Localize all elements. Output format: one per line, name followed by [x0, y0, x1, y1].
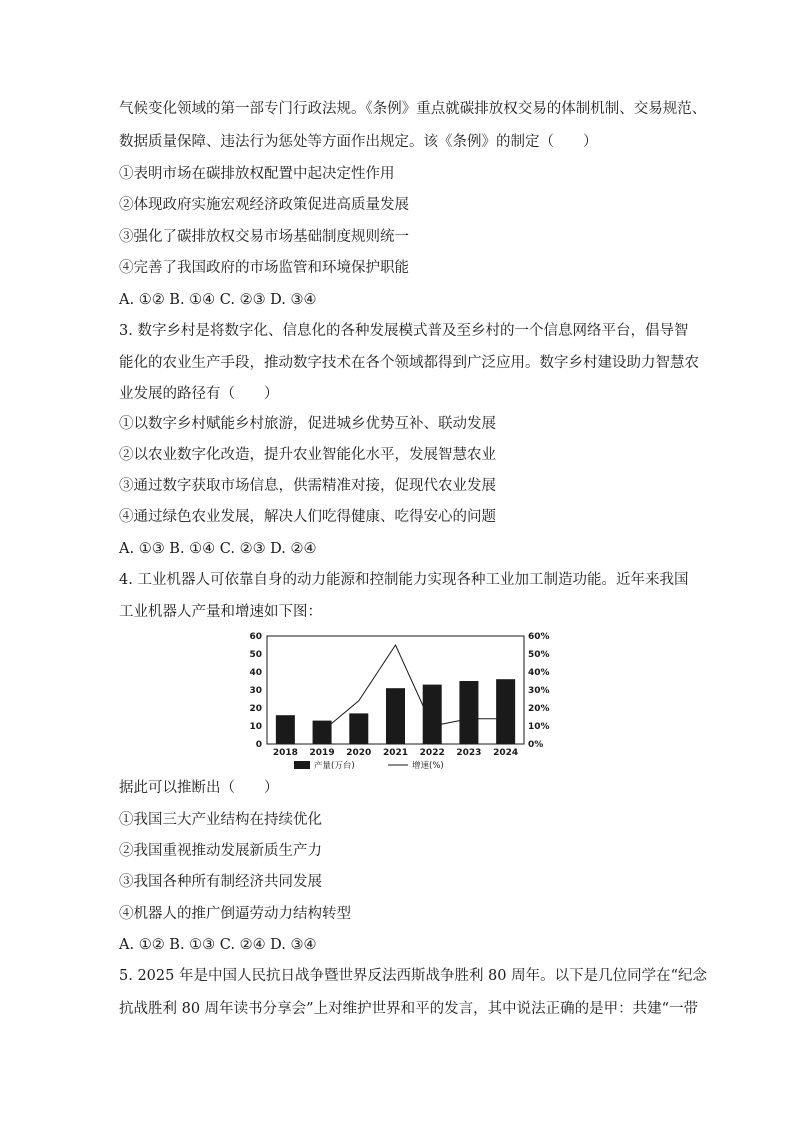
q4-answer-choices: A. ①② B. ①③ C. ②④ D. ③④	[119, 937, 317, 953]
legend-line-label: 增速(%)	[412, 761, 444, 771]
q4-option-1: ①我国三大产业结构在持续优化	[119, 812, 322, 828]
left-tick-label: 50	[249, 650, 262, 660]
right-tick-label: 0%	[528, 740, 544, 750]
q4-question: 据此可以推断出（ ）	[119, 780, 279, 796]
x-tick-label: 2018	[272, 748, 298, 758]
bar-2022	[423, 685, 442, 744]
x-tick-label: 2022	[419, 748, 445, 758]
q4-option-3: ③我国各种所有制经济共同发展	[119, 874, 322, 890]
x-tick-label: 2020	[346, 748, 372, 758]
bar-2018	[276, 715, 295, 744]
left-tick-label: 0	[255, 740, 262, 750]
q4-stem-line-2: 工业机器人产量和增速如下图：	[119, 604, 322, 620]
q3-answer-choices: A. ①③ B. ①④ C. ②③ D. ②④	[119, 541, 317, 557]
left-tick-label: 60	[249, 632, 262, 642]
bar-2019	[313, 721, 332, 744]
q2-option-3: ③强化了碳排放权交易市场基础制度规则统一	[119, 229, 409, 245]
right-tick-label: 20%	[528, 704, 550, 714]
left-tick-label: 30	[249, 686, 262, 696]
chart-canvas	[246, 628, 556, 773]
left-tick-label: 10	[249, 722, 262, 732]
bar-2021	[386, 688, 405, 744]
bar-2024	[496, 679, 515, 744]
right-tick-label: 50%	[528, 650, 550, 660]
right-tick-label: 30%	[528, 686, 550, 696]
q4-option-4: ④机器人的推广倒逼劳动力结构转型	[119, 906, 351, 922]
left-tick-label: 40	[249, 668, 262, 678]
q3-stem-line-1: 3. 数字乡村是将数字化、信息化的各种发展模式普及至乡村的一个信息网络平台，倡导智	[119, 323, 689, 339]
left-tick-label: 20	[249, 704, 262, 714]
q3-option-2: ②以农业数字化改造，提升农业智能化水平，发展智慧农业	[119, 447, 496, 463]
q3-stem-line-3: 业发展的路径有（ ）	[119, 386, 279, 402]
q4-option-2: ②我国重视推动发展新质生产力	[119, 843, 322, 859]
q2-option-4: ④完善了我国政府的市场监管和环境保护职能	[119, 260, 409, 276]
q4-stem-line-1: 4. 工业机器人可依靠自身的动力能源和控制能力实现各种工业加工制造功能。近年来我国	[119, 572, 689, 588]
bar-2020	[349, 713, 368, 744]
right-tick-label: 10%	[528, 722, 550, 732]
q2-option-2: ②体现政府实施宏观经济政策促进高质量发展	[119, 197, 409, 213]
x-tick-label: 2021	[382, 748, 409, 758]
bar-2023	[459, 681, 478, 744]
robot-output-chart	[246, 628, 556, 773]
q3-option-1: ①以数字乡村赋能乡村旅游，促进城乡优势互补、联动发展	[119, 416, 496, 432]
legend-bar-swatch	[294, 761, 310, 769]
q3-option-3: ③通过数字获取市场信息，供需精准对接，促现代农业发展	[119, 478, 496, 494]
q3-option-4: ④通过绿色农业发展，解决人们吃得健康、吃得安心的问题	[119, 509, 496, 525]
x-tick-label: 2019	[309, 748, 335, 758]
legend-bar-label: 产量(万台)	[314, 761, 355, 771]
q5-stem-line-1: 5. 2025 年是中国人民抗日战争暨世界反法西斯战争胜利 80 周年。以下是几位同学在“纪念	[119, 968, 708, 984]
x-tick-label: 2024	[493, 748, 519, 758]
x-tick-label: 2023	[456, 748, 482, 758]
right-tick-label: 60%	[528, 632, 550, 642]
q2-stem-line-1: 气候变化领域的第一部专门行政法规。《条例》重点就碳排放权交易的体制机制、交易规范、	[119, 101, 707, 117]
q2-option-1: ①表明市场在碳排放权配置中起决定性作用	[119, 166, 395, 182]
q3-stem-line-2: 能化的农业生产手段，推动数字技术在各个领域都得到广泛应用。数字乡村建设助力智慧农	[119, 355, 699, 371]
q5-stem-line-2: 抗战胜利 80 周年读书分享会”上对维护世界和平的发言，其中说法正确的是甲：共建“一带	[119, 1001, 698, 1017]
q2-answer-choices: A. ①② B. ①④ C. ②③ D. ③④	[119, 292, 317, 308]
q2-stem-line-2: 数据质量保障、违法行为惩处等方面作出规定。该《条例》的制定（ ）	[119, 134, 598, 150]
right-tick-label: 40%	[528, 668, 550, 678]
